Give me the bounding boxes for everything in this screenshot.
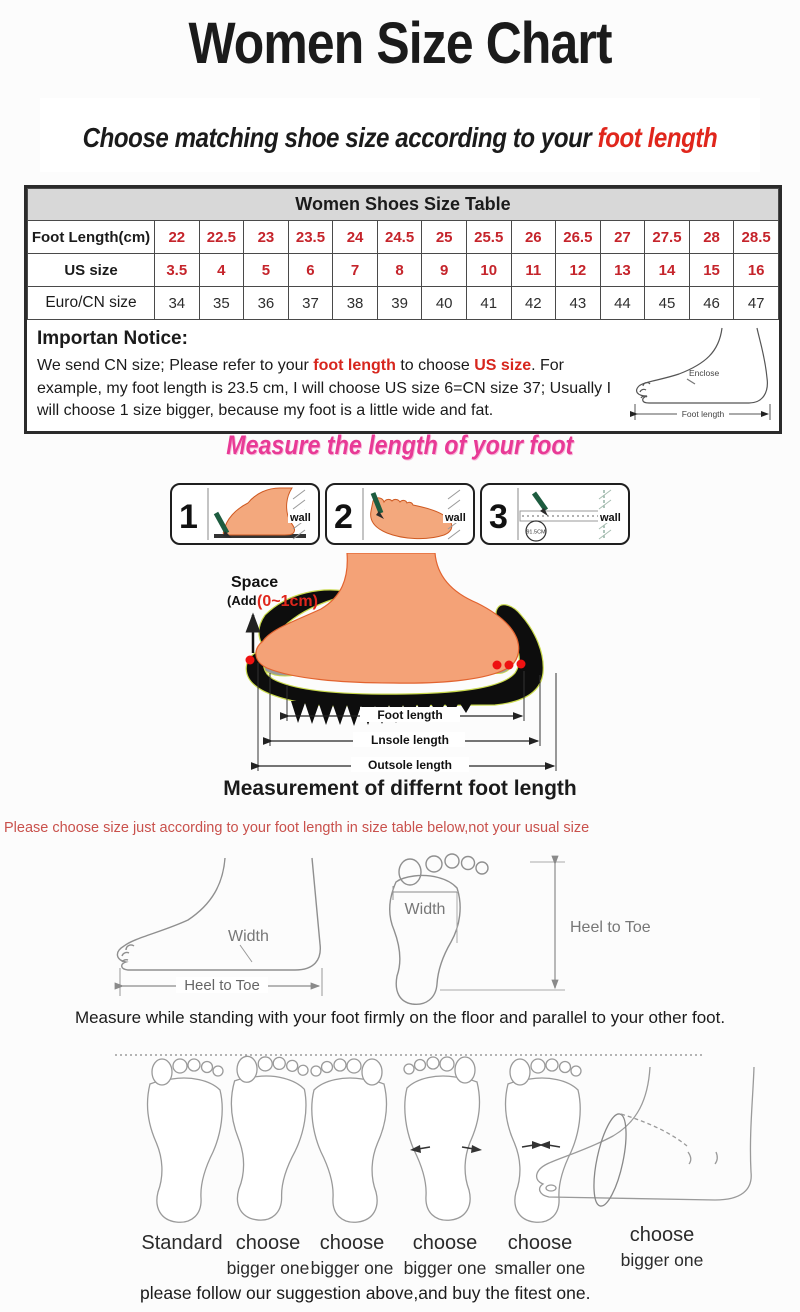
size-table-box [24,185,782,434]
sketch-foot-length-label: Foot length [681,409,725,419]
step-3-wall-label: wall [600,512,621,524]
table-cell: 7 [333,254,378,287]
notice-seg1: We send CN size; Please refer to your [37,356,314,374]
notice-seg3: to choose [395,356,475,374]
notice-foot-length: foot length [313,356,396,374]
step-3 [480,483,630,545]
foot-standard [148,1059,223,1222]
table-cell: 38 [333,287,378,320]
step-2-number: 2 [334,498,353,536]
table-cell: 16 [734,254,779,287]
table-cell: 36 [244,287,289,320]
table-cell: 34 [155,287,200,320]
table-cell: 44 [600,287,645,320]
table-cell: 28.5 [734,221,779,254]
insole-length-arrow-label: Lnsole length [371,733,449,747]
outsole-length-arrow-label: Outsole length [368,758,452,772]
notice-heading: Importan Notice: [37,328,188,349]
step-2-wall-label: wall [445,512,466,524]
table-cell: 35 [199,287,244,320]
side-heel-to-toe-label: Heel to Toe [184,977,260,994]
table-cell: 22.5 [199,221,244,254]
table-cell: 37 [288,287,333,320]
table-cell: 3.5 [155,254,200,287]
standing-note: Measure while standing with your foot firmly on the floor and parallel to your other foot. [74,1008,726,1027]
shoe-measure-art [225,553,595,778]
table-cell: 6 [288,254,333,287]
bottom-note: please follow our suggestion above,and buy the fitest one. [140,1283,591,1303]
table-cell: 15 [689,254,734,287]
measure-steps [170,483,630,545]
table-cell: 14 [645,254,690,287]
subtitle-red: foot length [597,122,718,153]
foot-length-arrow-label: Foot length [377,708,443,722]
table-title-row [28,189,779,221]
notice-seg5: . For example, my foot length is 23.5 cm, I will choose US size 6=CN size 37; Usually I will choose 1 size bigger, because my foot is a little wide and fat. [37,356,612,420]
table-cell: 46 [689,287,734,320]
table-cell: 26.5 [556,221,601,254]
table-cell: 27.5 [645,221,690,254]
important-notice [27,320,779,431]
label-choose-bigger-3: choose bigger one [403,1232,487,1278]
step-1-art [172,485,317,542]
label-choose-smaller: choose smaller one [494,1232,586,1278]
foot-variant-2 [227,1056,308,1222]
size-table [27,188,779,320]
table-cell: 9 [422,254,467,287]
table-cell: 8 [377,254,422,287]
table-cell: 25 [422,221,467,254]
width-diagrams-art [100,848,700,1008]
feet-guide-art [90,1042,770,1237]
step-1-wall-label: wall [290,512,311,524]
row-label: US size [28,254,155,287]
table-cell: 23 [244,221,289,254]
foot-sketch-art [627,324,777,424]
step-3-circle-label: 91.5CM [526,529,546,536]
table-cell: 4 [199,254,244,287]
table-cell: 45 [645,287,690,320]
step-1-number: 1 [179,498,198,536]
top-heel-to-toe-label: Heel to Toe [570,919,651,936]
table-cell: 27 [600,221,645,254]
table-cell: 11 [511,254,556,287]
table-cell: 12 [556,254,601,287]
table-cell: 22 [155,221,200,254]
subtitle-black: Choose matching shoe size according to your [82,122,598,153]
table-cell: 26 [511,221,556,254]
table-title: Women Shoes Size Table [28,189,779,221]
table-cell: 47 [734,287,779,320]
step-2-art [327,485,472,542]
add-value-label: (0~1cm) [257,593,318,610]
table-cell: 23.5 [288,221,333,254]
step-2 [325,483,475,545]
row-label: Euro/CN size [28,287,155,320]
foot-variant-4 [404,1057,479,1220]
table-row-foot-length [28,221,779,254]
side-width-label: Width [228,928,269,945]
step-3-art [482,485,627,542]
table-cell: 25.5 [466,221,511,254]
table-cell: 39 [377,287,422,320]
enclose-label: Enclose [689,368,720,378]
red-note: Please choose size just according to your foot length in size table below,not your usual size [4,820,590,836]
step-1 [170,483,320,545]
table-cell: 13 [600,254,645,287]
table-cell: 41 [466,287,511,320]
table-cell: 24 [333,221,378,254]
table-cell: 42 [511,287,556,320]
table-cell: 28 [689,221,734,254]
foot-variant-3 [311,1059,386,1222]
page-title: Women Size Chart [188,11,612,76]
table-row-euro-size [28,287,779,320]
table-cell: 24.5 [377,221,422,254]
subtitle [0,122,800,154]
measurement-caption: Measurement of differnt foot length [223,777,577,800]
table-cell: 40 [422,287,467,320]
add-prefix-label: (Add [227,593,257,608]
table-cell: 43 [556,287,601,320]
row-label: Foot Length(cm) [28,221,155,254]
table-cell: 5 [244,254,289,287]
label-standard: Standard [141,1232,223,1254]
label-choose-bigger-1: choose bigger one [226,1232,310,1278]
label-choose-bigger-2: choose bigger one [310,1232,394,1278]
measure-heading: Measure the length of your foot [226,430,574,460]
step-3-number: 3 [489,498,508,536]
notice-text [37,326,629,423]
label-choose-bigger-right: choose bigger one [620,1224,704,1270]
table-cell: 10 [466,254,511,287]
top-width-label: Width [404,901,446,918]
space-label: Space [231,574,279,591]
table-row-us-size [28,254,779,287]
notice-us-size: US size [474,356,532,374]
